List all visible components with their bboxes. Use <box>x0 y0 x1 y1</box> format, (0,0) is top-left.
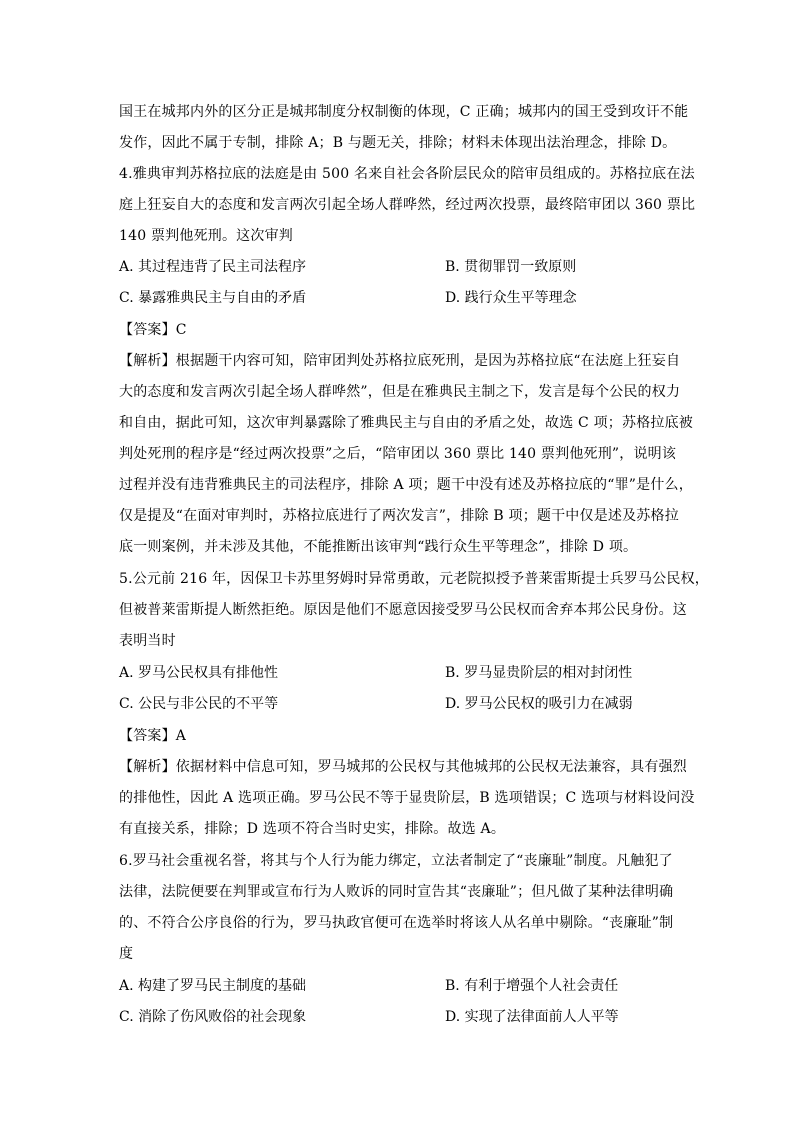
q5-explanation-line-1: 【解析】依据材料中信息可知，罗马城邦的公民权与其他城邦的公民权无法兼容，具有强烈 <box>119 759 687 775</box>
prev-explanation-line-1: 国王在城邦内外的区分正是城邦制度分权制衡的体现，C 正确；城邦内的国王受到攻讦不能 <box>119 104 689 120</box>
q6-option-a: A. 构建了罗马民主制度的基础 <box>119 978 307 994</box>
q5-explanation-line-2: 的排他性，因此 A 选项正确。罗马公民不等于显贵阶层，B 选项错误；C 选项与材料设问没 <box>119 790 695 806</box>
q6-option-d: D. 实现了法律面前人人平等 <box>445 1009 619 1025</box>
q5-option-d: D. 罗马公民权的吸引力在减弱 <box>445 696 633 712</box>
q5-explanation-line-3: 有直接关系，排除；D 选项不符合当时史实，排除。故选 A。 <box>119 821 506 837</box>
q4-option-b: B. 贯彻罪罚一致原则 <box>445 259 577 275</box>
q4-option-d: D. 践行众生平等理念 <box>445 290 577 306</box>
q4-option-c: C. 暴露雅典民主与自由的矛盾 <box>119 290 307 306</box>
q6-stem-line-4: 度 <box>119 946 134 962</box>
q5-answer: 【答案】A <box>119 728 187 744</box>
q6-stem-line-3: 的、不符合公序良俗的行为，罗马执政官便可在选举时将该人从名单中剔除。“丧廉耻”制 <box>119 915 674 931</box>
q4-explanation-line-3: 和自由，据此可知，这次审判暴露除了雅典民主与自由的矛盾之处，故选 C 项；苏格拉底被 <box>119 415 694 431</box>
q6-option-b: B. 有利于增强个人社会责任 <box>445 978 619 994</box>
q4-explanation-line-4: 判处死刑的程序是“经过两次投票”之后，“陪审团以 360 票比 140 票判他死刑”，说明该 <box>119 446 677 462</box>
q5-stem-line-3: 表明当时 <box>119 633 176 649</box>
q4-answer: 【答案】C <box>119 322 187 338</box>
q6-stem-line-2: 法律，法院便要在判罪或宣布行为人败诉的同时宣告其“丧廉耻”；但凡做了某种法律明确 <box>119 884 674 900</box>
q4-stem-line-1: 4.雅典审判苏格拉底的法庭是由 500 名来自社会各阶层民众的陪审员组成的。苏格拉底在法 <box>119 166 695 182</box>
q4-explanation-line-5: 过程并没有违背雅典民主的司法程序，排除 A 项；题干中没有述及苏格拉底的“罪”是什么， <box>119 477 693 493</box>
q4-explanation-line-1: 【解析】根据题干内容可知，陪审团判处苏格拉底死刑，是因为苏格拉底“在法庭上狂妄自 <box>119 353 681 369</box>
q5-stem-line-1: 5.公元前 216 年，因保卫卡苏里努姆时异常勇敢，元老院拟授予普莱雷斯提士兵罗马公民权， <box>119 571 709 587</box>
q6-option-c: C. 消除了伤风败俗的社会现象 <box>119 1009 307 1025</box>
q5-option-a: A. 罗马公民权具有排他性 <box>119 665 279 681</box>
q5-option-b: B. 罗马显贵阶层的相对封闭性 <box>445 665 633 681</box>
q5-option-c: C. 公民与非公民的不平等 <box>119 696 279 712</box>
q4-stem-line-3: 140 票判他死刑。这次审判 <box>119 228 293 244</box>
prev-explanation-line-2: 发作，因此不属于专制，排除 A；B 与题无关，排除；材料未体现出法治理念，排除 D。 <box>119 135 677 151</box>
q4-explanation-line-6: 仅是提及“在面对审判时，苏格拉底进行了两次发言”，排除 B 项；题干中仅是述及苏格拉 <box>119 508 679 524</box>
q4-option-a: A. 其过程违背了民主司法程序 <box>119 259 307 275</box>
q4-explanation-line-7: 底一则案例，并未涉及其他，不能推断出该审判“践行众生平等理念”，排除 D 项。 <box>119 539 638 555</box>
q4-explanation-line-2: 大的态度和发言两次引起全场人群哗然”，但是在雅典民主制之下，发言是每个公民的权力 <box>119 384 681 400</box>
q4-stem-line-2: 庭上狂妄自大的态度和发言两次引起全场人群哗然，经过两次投票，最终陪审团以 360 票比 <box>119 197 696 213</box>
q5-stem-line-2: 但被普莱雷斯提人断然拒绝。原因是他们不愿意因接受罗马公民权而舍弃本邦公民身份。这 <box>119 602 687 618</box>
q6-stem-line-1: 6.罗马社会重视名誉，将其与个人行为能力绑定，立法者制定了“丧廉耻”制度。凡触犯了 <box>119 853 673 869</box>
